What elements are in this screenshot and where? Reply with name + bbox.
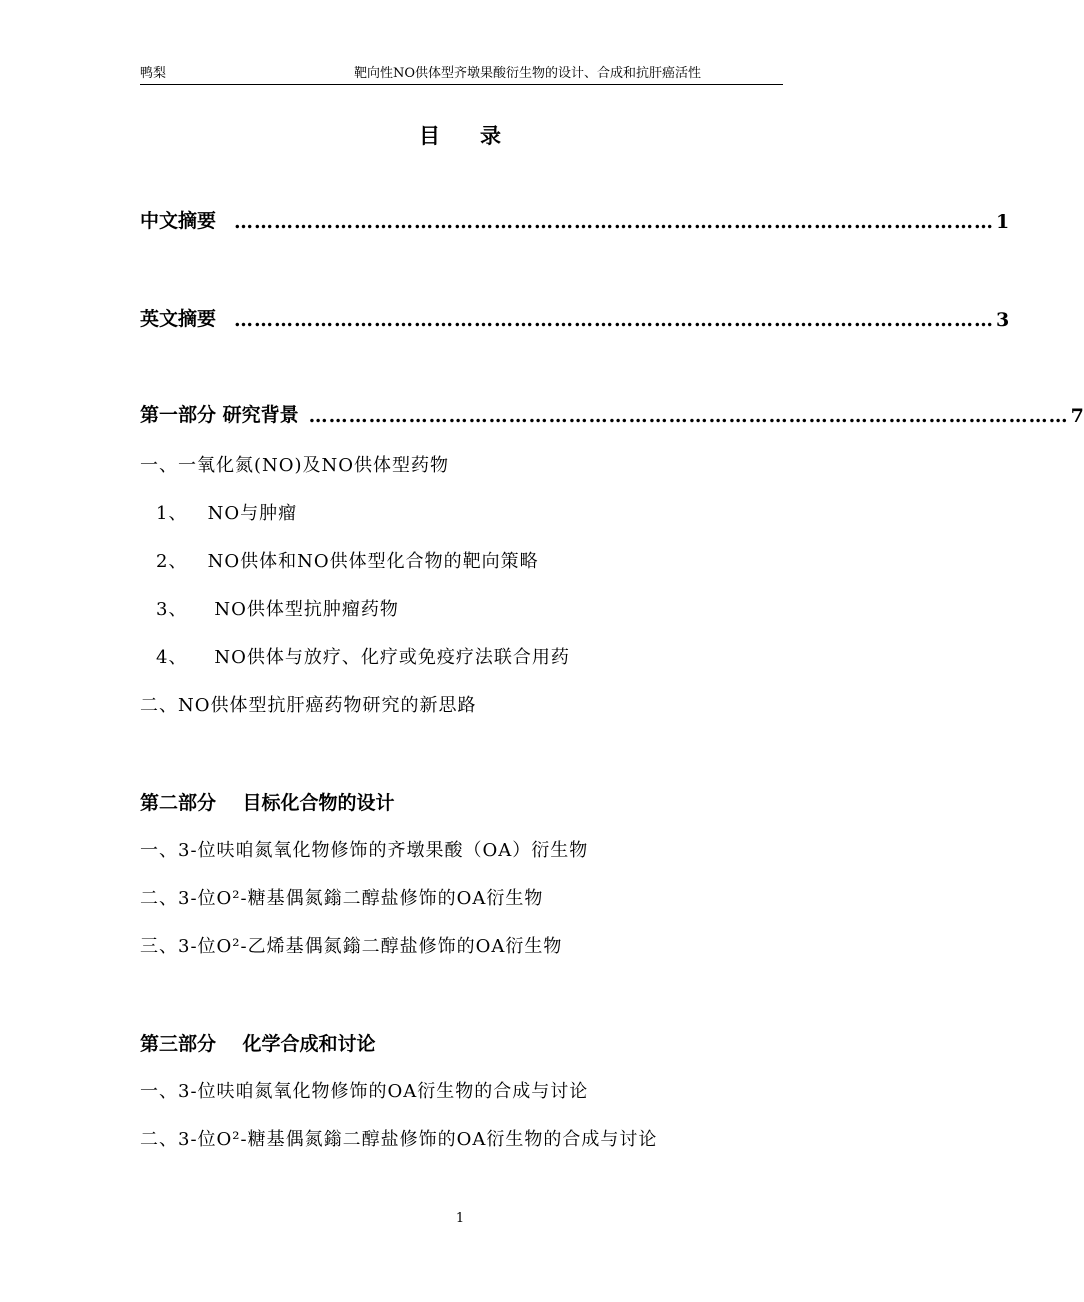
toc-page-number: 1 [996,211,1010,233]
toc-subitem[interactable]: 二、3-位O²-糖基偶氮鎓二醇盐修饰的OA衍生物 [140,888,544,909]
toc-subitem[interactable]: 三、3-位O²-乙烯基偶氮鎓二醇盐修饰的OA衍生物 [140,936,563,957]
page-title: 目录 [419,123,541,148]
page-number: 1 [455,1211,465,1226]
toc-subitem[interactable]: 2、 NO供体和NO供体型化合物的靶向策略 [156,551,539,572]
toc-page-number: 3 [996,309,1010,331]
toc-entry-chinese-abstract[interactable] [140,207,1010,233]
toc-entry-part-one[interactable] [140,401,1084,427]
toc-subitem[interactable]: 一、一氧化氮(NO)及NO供体型药物 [140,455,450,476]
toc-subitem[interactable]: 3、 NO供体型抗肿瘤药物 [156,599,399,620]
header-author: 鸭梨 [140,66,167,81]
toc-subitem[interactable]: 二、NO供体型抗肝癌药物研究的新思路 [140,695,477,716]
toc-label: 第一部分 研究背景 [140,404,299,426]
header-title: 靶向性NO供体型齐墩果酸衍生物的设计、合成和抗肝癌活性 [354,66,702,81]
running-header [140,66,783,85]
toc-subitem[interactable]: 一、3-位呋咱氮氧化物修饰的齐墩果酸（OA）衍生物 [140,840,589,861]
toc-part-three-heading[interactable]: 第三部分 化学合成和讨论 [140,1033,376,1055]
toc-leader-dots: …………………………………………………………………………………………………… [308,405,1069,427]
toc-part-two-heading[interactable]: 第二部分 目标化合物的设计 [140,792,395,814]
toc-label: 中文摘要 [140,210,217,232]
toc-label: 英文摘要 [140,308,217,330]
toc-leader-dots: …………………………………………………………………………………………………… [234,309,995,331]
toc-subitem[interactable]: 一、3-位呋咱氮氧化物修饰的OA衍生物的合成与讨论 [140,1081,589,1102]
toc-leader-dots: …………………………………………………………………………………………………… [234,211,995,233]
toc-page-number: 7 [1070,405,1084,427]
toc-subitem[interactable]: 1、 NO与肿瘤 [156,503,298,524]
toc-subitem[interactable]: 4、 NO供体与放疗、化疗或免疫疗法联合用药 [156,647,570,668]
toc-subitem[interactable]: 二、3-位O²-糖基偶氮鎓二醇盐修饰的OA衍生物的合成与讨论 [140,1129,658,1150]
toc-entry-english-abstract[interactable] [140,305,1010,331]
